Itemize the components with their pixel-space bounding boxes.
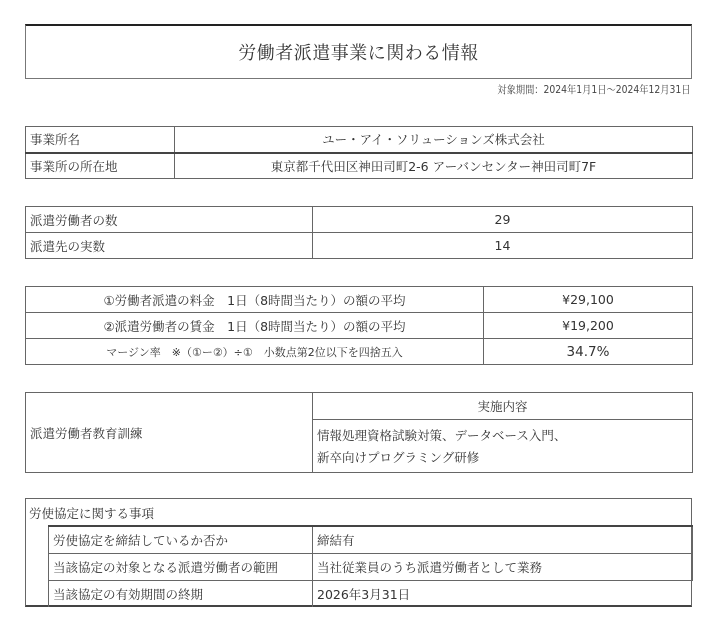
training-content-line: 新卒向けプログラミング研修 bbox=[317, 450, 480, 465]
margin-rate-value: 34.7% bbox=[484, 339, 693, 365]
table-row bbox=[49, 580, 693, 607]
office-name-value: ユー・アイ・ソリューションズ株式会社 bbox=[175, 127, 693, 153]
worker-wage-value: ¥19,200 bbox=[484, 313, 693, 339]
agreement-scope-value: 当社従業員のうち派遣労働者として業務 bbox=[313, 553, 693, 580]
office-name-label: 事業所名 bbox=[26, 127, 175, 153]
agreement-end-label: 当該協定の有効期間の終期 bbox=[49, 580, 313, 607]
margin-rate-label: マージン率 ※（①ー②）÷① 小数点第2位以下を四捨五入 bbox=[26, 339, 484, 365]
table-row bbox=[26, 127, 693, 153]
client-count-value: 14 bbox=[313, 233, 693, 259]
table-row bbox=[26, 233, 693, 259]
agreement-concluded-value: 締結有 bbox=[313, 526, 693, 553]
agreement-concluded-label: 労使協定を締結しているか否か bbox=[49, 526, 313, 553]
worker-wage-label: ②派遣労働者の賃金 1日（8時間当たり）の額の平均 bbox=[26, 313, 484, 339]
target-period: 対象期間：2024年1月1日～2024年12月31日 bbox=[497, 84, 691, 96]
worker-count-table bbox=[25, 206, 693, 259]
training-content bbox=[313, 420, 693, 473]
table-row bbox=[49, 553, 693, 580]
page-title-box bbox=[25, 24, 692, 79]
agreement-section bbox=[25, 498, 692, 607]
agreement-heading: 労使協定に関する事項 bbox=[29, 506, 155, 521]
training-content-line: 情報処理資格試験対策、データベース入門、 bbox=[317, 428, 567, 443]
table-row bbox=[26, 287, 693, 313]
training-content-header: 実施内容 bbox=[313, 393, 693, 420]
table-row bbox=[26, 393, 693, 420]
dispatch-fee-label: ①労働者派遣の料金 1日（8時間当たり）の額の平均 bbox=[26, 287, 484, 313]
table-row bbox=[26, 313, 693, 339]
training-table bbox=[25, 392, 693, 473]
client-count-label: 派遣先の実数 bbox=[26, 233, 313, 259]
dispatch-fee-value: ¥29,100 bbox=[484, 287, 693, 313]
office-info-table bbox=[25, 126, 693, 179]
page-title: 労働者派遣事業に関わる情報 bbox=[238, 43, 479, 64]
table-row bbox=[49, 526, 693, 553]
fee-table bbox=[25, 286, 693, 365]
dispatched-workers-label: 派遣労働者の数 bbox=[26, 207, 313, 233]
office-address-value: 東京都千代田区神田司町2-6 アーバンセンター神田司町7F bbox=[175, 153, 693, 179]
agreement-end-value: 2026年3月31日 bbox=[313, 580, 693, 607]
table-row bbox=[26, 153, 693, 179]
table-row bbox=[26, 207, 693, 233]
training-label: 派遣労働者教育訓練 bbox=[26, 393, 313, 473]
agreement-table bbox=[48, 525, 693, 607]
table-row bbox=[26, 339, 693, 365]
agreement-scope-label: 当該協定の対象となる派遣労働者の範囲 bbox=[49, 553, 313, 580]
office-address-label: 事業所の所在地 bbox=[26, 153, 175, 179]
dispatched-workers-value: 29 bbox=[313, 207, 693, 233]
